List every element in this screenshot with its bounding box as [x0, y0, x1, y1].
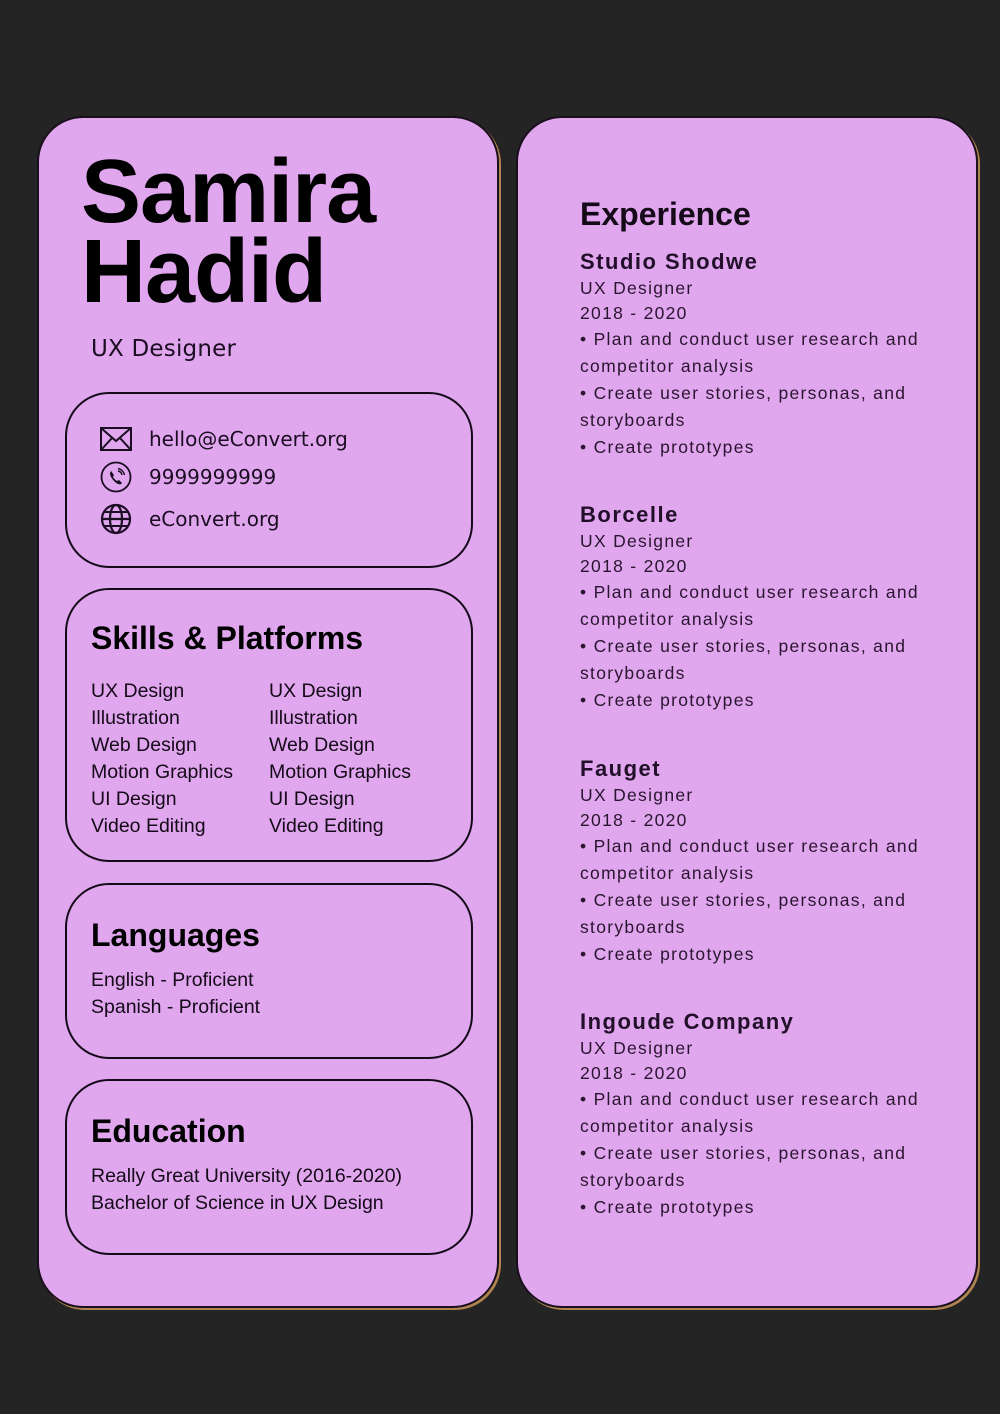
skill-item: Motion Graphics: [91, 761, 233, 783]
job-bullet: • Create prototypes: [580, 690, 755, 710]
job-role: UX Designer: [580, 785, 694, 805]
education-heading: Education: [91, 1113, 246, 1149]
job-bullet: • Create user stories, personas, and storyboards: [580, 636, 907, 683]
job-period: 2018 - 2020: [580, 1063, 688, 1083]
skill-item: Illustration: [269, 707, 358, 729]
skill-item: Motion Graphics: [269, 761, 411, 783]
job-title: UX Designer: [91, 336, 237, 362]
phone-icon: [99, 460, 133, 494]
education-item: Really Great University (2016-2020): [91, 1165, 403, 1187]
job-role: UX Designer: [580, 1038, 694, 1058]
skill-item: UI Design: [269, 788, 355, 810]
company-name: Studio Shodwe: [580, 249, 759, 274]
job-bullet: • Plan and conduct user research and competitor analysis: [580, 1089, 919, 1136]
experience-heading: Experience: [580, 196, 751, 232]
education-list: [91, 1163, 402, 1217]
company-name: Fauget: [580, 756, 662, 781]
right-panel: [516, 116, 978, 1308]
job-period: 2018 - 2020: [580, 303, 688, 323]
skill-item: UX Design: [269, 680, 363, 702]
skill-item: Video Editing: [91, 815, 206, 837]
skills-heading: Skills & Platforms: [91, 620, 364, 656]
contact-phone[interactable]: [99, 460, 276, 494]
skills-section: [65, 588, 473, 862]
skill-item: UX Design: [91, 680, 185, 702]
skill-item: Web Design: [269, 734, 375, 756]
education-section: [65, 1079, 473, 1255]
company-name: Borcelle: [580, 502, 679, 527]
experience-entry: [580, 1008, 940, 1221]
experience-entry: [580, 501, 940, 714]
language-item: Spanish - Proficient: [91, 996, 261, 1018]
first-name: Samira: [81, 142, 376, 242]
left-panel: [37, 116, 499, 1308]
mail-icon: [99, 422, 133, 456]
candidate-name: [81, 142, 376, 322]
phone-text: 9999999999: [149, 465, 277, 489]
company-name: Ingoude Company: [580, 1009, 795, 1034]
languages-heading: Languages: [91, 917, 260, 953]
job-bullets: [580, 579, 940, 714]
job-role: UX Designer: [580, 531, 694, 551]
last-name: Hadid: [81, 222, 327, 322]
language-item: English - Proficient: [91, 969, 254, 991]
job-bullet: • Create user stories, personas, and storyboards: [580, 383, 907, 430]
contact-section: [65, 392, 473, 568]
job-period: 2018 - 2020: [580, 556, 688, 576]
job-bullet: • Create prototypes: [580, 437, 755, 457]
skills-column-1: [91, 678, 233, 840]
languages-section: [65, 883, 473, 1059]
contact-email[interactable]: [99, 422, 348, 456]
languages-list: [91, 967, 260, 1021]
job-bullet: • Plan and conduct user research and competitor analysis: [580, 582, 919, 629]
job-bullet: • Create prototypes: [580, 944, 755, 964]
experience-entry: [580, 248, 940, 461]
contact-website[interactable]: [99, 502, 280, 536]
skill-item: Web Design: [91, 734, 197, 756]
job-bullet: • Create user stories, personas, and storyboards: [580, 890, 907, 937]
job-bullet: • Create user stories, personas, and storyboards: [580, 1143, 907, 1190]
email-text: hello@eConvert.org: [149, 427, 348, 451]
experience-entry: [580, 755, 940, 968]
job-bullets: [580, 1086, 940, 1221]
skills-column-2: [269, 678, 411, 840]
skill-item: Illustration: [91, 707, 180, 729]
job-period: 2018 - 2020: [580, 810, 688, 830]
job-bullets: [580, 326, 940, 461]
job-bullet: • Plan and conduct user research and competitor analysis: [580, 329, 919, 376]
skill-item: UI Design: [91, 788, 177, 810]
skill-item: Video Editing: [269, 815, 384, 837]
job-role: UX Designer: [580, 278, 694, 298]
education-item: Bachelor of Science in UX Design: [91, 1192, 384, 1214]
job-bullet: • Plan and conduct user research and competitor analysis: [580, 836, 919, 883]
website-text: eConvert.org: [149, 507, 280, 531]
job-bullets: [580, 833, 940, 968]
job-bullet: • Create prototypes: [580, 1197, 755, 1217]
globe-icon: [99, 502, 133, 536]
